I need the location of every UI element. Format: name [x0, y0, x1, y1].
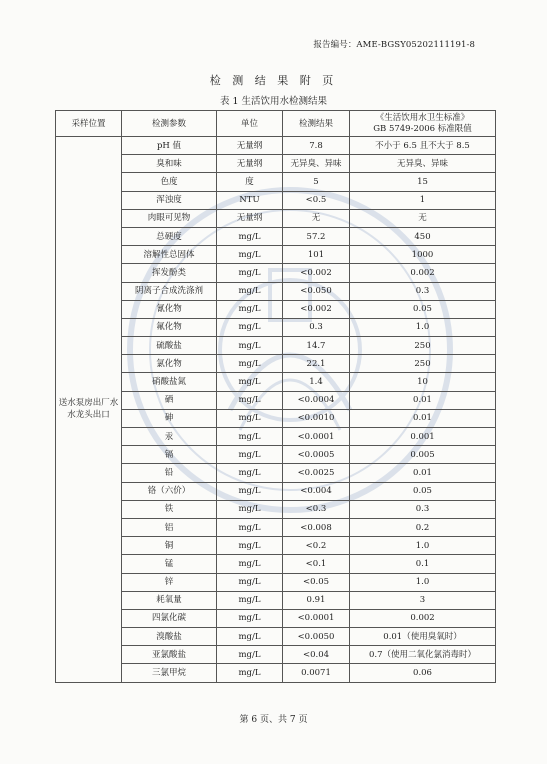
- table-row: [56, 573, 496, 591]
- cell-limit: 15: [350, 173, 496, 191]
- cell-param: 亚氯酸盐: [122, 646, 217, 664]
- cell-unit: mg/L: [217, 646, 283, 664]
- cell-limit: 250: [350, 337, 496, 355]
- cell-limit: 0.06: [350, 664, 496, 682]
- cell-result: <0.2: [283, 537, 350, 555]
- cell-param: 铁: [122, 500, 217, 518]
- cell-param: 氯化物: [122, 355, 217, 373]
- cell-limit: 无异臭、异味: [350, 155, 496, 173]
- table-row: [56, 191, 496, 209]
- table-row: [56, 337, 496, 355]
- table-row: [56, 409, 496, 427]
- table-row: [56, 555, 496, 573]
- cell-unit: 无量纲: [217, 137, 283, 155]
- cell-limit: 0.001: [350, 428, 496, 446]
- cell-limit: 0.05: [350, 482, 496, 500]
- cell-limit: 0.01: [350, 409, 496, 427]
- page-footer: 第 6 页、共 7 页: [239, 715, 308, 725]
- cell-unit: mg/L: [217, 227, 283, 245]
- cell-param: 硝酸盐氮: [122, 373, 217, 391]
- table-row: [56, 355, 496, 373]
- cell-limit: 0.002: [350, 264, 496, 282]
- cell-param: 铅: [122, 464, 217, 482]
- table-row: [56, 537, 496, 555]
- cell-result: <0.0004: [283, 391, 350, 409]
- cell-param: 氟化物: [122, 318, 217, 336]
- table-row: [56, 173, 496, 191]
- table-row: [56, 318, 496, 336]
- table-row: [56, 446, 496, 464]
- cell-result: 0.3: [283, 318, 350, 336]
- cell-result: 57.2: [283, 227, 350, 245]
- cell-unit: mg/L: [217, 428, 283, 446]
- cell-param: 浑浊度: [122, 191, 217, 209]
- table-row: [56, 591, 496, 609]
- cell-limit: 1000: [350, 246, 496, 264]
- cell-limit: 无: [350, 209, 496, 227]
- cell-unit: mg/L: [217, 609, 283, 627]
- cell-unit: mg/L: [217, 337, 283, 355]
- cell-result: <0.1: [283, 555, 350, 573]
- cell-limit: 3: [350, 591, 496, 609]
- cell-limit: 0.01（使用臭氧时）: [350, 628, 496, 646]
- cell-param: 三氯甲烷: [122, 664, 217, 682]
- cell-result: 22.1: [283, 355, 350, 373]
- cell-result: 5: [283, 173, 350, 191]
- cell-unit: mg/L: [217, 555, 283, 573]
- cell-limit: 450: [350, 227, 496, 245]
- cell-result: 0.0071: [283, 664, 350, 682]
- table-row: [56, 646, 496, 664]
- cell-result: 14.7: [283, 337, 350, 355]
- cell-unit: mg/L: [217, 246, 283, 264]
- cell-unit: mg/L: [217, 628, 283, 646]
- table-row: [56, 482, 496, 500]
- cell-param: 氰化物: [122, 300, 217, 318]
- cell-unit: mg/L: [217, 664, 283, 682]
- cell-unit: mg/L: [217, 355, 283, 373]
- cell-result: <0.002: [283, 264, 350, 282]
- report-number: 报告编号：AME-BGSY05202111191-8: [313, 40, 475, 50]
- cell-limit: 1.0: [350, 318, 496, 336]
- table-row: [56, 282, 496, 300]
- cell-result: 7.8: [283, 137, 350, 155]
- cell-unit: 无量纲: [217, 209, 283, 227]
- cell-param: 锰: [122, 555, 217, 573]
- cell-result: <0.0025: [283, 464, 350, 482]
- cell-unit: mg/L: [217, 264, 283, 282]
- results-table: [55, 110, 496, 683]
- table-caption: 表 1 生活饮用水检测结果: [219, 96, 328, 107]
- cell-result: <0.0005: [283, 446, 350, 464]
- cell-result: 0.91: [283, 591, 350, 609]
- table-row: [56, 664, 496, 682]
- cell-unit: mg/L: [217, 518, 283, 536]
- table-row: [56, 246, 496, 264]
- table-row: [56, 373, 496, 391]
- table-row: [56, 264, 496, 282]
- cell-result: <0.050: [283, 282, 350, 300]
- cell-unit: mg/L: [217, 300, 283, 318]
- cell-unit: 度: [217, 173, 283, 191]
- header-standard-line2: GB 5749-2006 标准限值: [373, 123, 472, 134]
- cell-limit: 0.05: [350, 300, 496, 318]
- cell-limit: 0.3: [350, 282, 496, 300]
- cell-limit: 0.1: [350, 555, 496, 573]
- cell-param: 溴酸盐: [122, 628, 217, 646]
- cell-limit: 1.0: [350, 573, 496, 591]
- cell-unit: mg/L: [217, 318, 283, 336]
- cell-unit: mg/L: [217, 482, 283, 500]
- table-row: [56, 500, 496, 518]
- cell-limit: 0.01: [350, 391, 496, 409]
- cell-result: <0.0050: [283, 628, 350, 646]
- cell-result: 1.4: [283, 373, 350, 391]
- header-result: 检测结果: [283, 111, 350, 137]
- header-param: 检测参数: [122, 111, 217, 137]
- cell-unit: mg/L: [217, 446, 283, 464]
- sampling-site: 送水泵房出厂水水龙头出口: [56, 137, 122, 683]
- cell-param: 挥发酚类: [122, 264, 217, 282]
- table-header-row: [56, 111, 496, 137]
- table-row: [56, 300, 496, 318]
- cell-result: <0.3: [283, 500, 350, 518]
- cell-param: 硒: [122, 391, 217, 409]
- table-row: [56, 227, 496, 245]
- cell-param: 锌: [122, 573, 217, 591]
- cell-limit: 0.2: [350, 518, 496, 536]
- cell-result: <0.004: [283, 482, 350, 500]
- cell-result: 101: [283, 246, 350, 264]
- cell-param: 硫酸盐: [122, 337, 217, 355]
- table-row: [56, 464, 496, 482]
- cell-result: <0.5: [283, 191, 350, 209]
- cell-unit: mg/L: [217, 391, 283, 409]
- cell-result: 无异臭、异味: [283, 155, 350, 173]
- cell-unit: mg/L: [217, 500, 283, 518]
- cell-limit: 250: [350, 355, 496, 373]
- cell-result: 无: [283, 209, 350, 227]
- cell-unit: mg/L: [217, 591, 283, 609]
- cell-param: 溶解性总固体: [122, 246, 217, 264]
- cell-param: 汞: [122, 428, 217, 446]
- table-row: [56, 155, 496, 173]
- cell-limit: 0.7（使用二氧化氯消毒时）: [350, 646, 496, 664]
- cell-limit: 0.002: [350, 609, 496, 627]
- cell-unit: mg/L: [217, 464, 283, 482]
- cell-param: 四氯化碳: [122, 609, 217, 627]
- table-row: [56, 391, 496, 409]
- cell-result: <0.05: [283, 573, 350, 591]
- cell-param: 铬（六价）: [122, 482, 217, 500]
- cell-param: 总硬度: [122, 227, 217, 245]
- cell-limit: 0.01: [350, 464, 496, 482]
- cell-unit: mg/L: [217, 537, 283, 555]
- header-site: 采样位置: [56, 111, 122, 137]
- table-row: [56, 518, 496, 536]
- cell-param: 耗氧量: [122, 591, 217, 609]
- cell-unit: mg/L: [217, 282, 283, 300]
- header-standard-line1: 《生活饮用水卫生标准》: [375, 112, 470, 123]
- header-standard: [350, 111, 496, 137]
- cell-result: <0.008: [283, 518, 350, 536]
- table-row: [56, 137, 496, 155]
- cell-limit: 0.005: [350, 446, 496, 464]
- table-row: [56, 628, 496, 646]
- cell-result: <0.04: [283, 646, 350, 664]
- table-row: [56, 428, 496, 446]
- cell-param: 阴离子合成洗涤剂: [122, 282, 217, 300]
- cell-param: 镉: [122, 446, 217, 464]
- cell-unit: mg/L: [217, 373, 283, 391]
- cell-param: 铜: [122, 537, 217, 555]
- cell-limit: 10: [350, 373, 496, 391]
- cell-result: <0.002: [283, 300, 350, 318]
- cell-param: 臭和味: [122, 155, 217, 173]
- cell-limit: 1: [350, 191, 496, 209]
- cell-result: <0.0001: [283, 428, 350, 446]
- cell-param: 铝: [122, 518, 217, 536]
- cell-param: pH 值: [122, 137, 217, 155]
- cell-result: <0.0001: [283, 609, 350, 627]
- appendix-title: 检 测 结 果 附 页: [209, 74, 338, 87]
- header-unit: 单位: [217, 111, 283, 137]
- cell-unit: 无量纲: [217, 155, 283, 173]
- cell-param: 色度: [122, 173, 217, 191]
- table-row: [56, 609, 496, 627]
- cell-limit: 0.3: [350, 500, 496, 518]
- cell-param: 肉眼可见物: [122, 209, 217, 227]
- cell-param: 砷: [122, 409, 217, 427]
- cell-limit: 1.0: [350, 537, 496, 555]
- cell-unit: mg/L: [217, 409, 283, 427]
- cell-unit: mg/L: [217, 573, 283, 591]
- table-row: [56, 209, 496, 227]
- cell-unit: NTU: [217, 191, 283, 209]
- cell-result: <0.0010: [283, 409, 350, 427]
- cell-limit: 不小于 6.5 且不大于 8.5: [350, 137, 496, 155]
